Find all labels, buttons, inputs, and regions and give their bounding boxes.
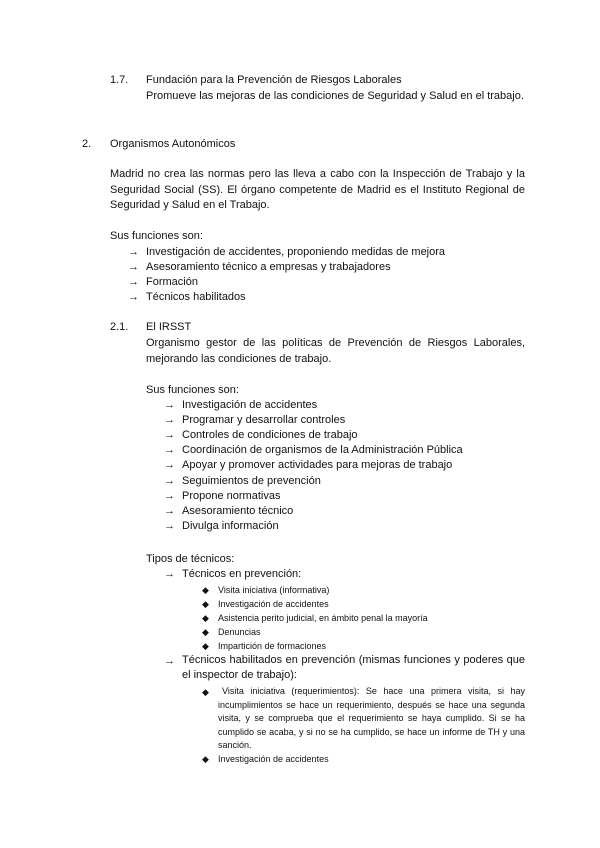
section-2-1-paragraph: Organismo gestor de las políticas de Prevención de Riesgos Laborales, mejorando las condiciones de trabajo. (146, 337, 525, 365)
list-item: Investigación de accidentes (218, 599, 329, 609)
arrow-icon: → (164, 399, 175, 411)
diamond-bullet-icon: ◆ (202, 641, 209, 651)
arrow-icon: → (128, 291, 139, 303)
arrow-icon: → (164, 568, 175, 580)
list-item: Coordinación de organismos de la Administración Pública (182, 444, 463, 456)
list-item: Visita iniciativa (requerimientos): Se hace una primera visita, si hay incumplimientos se hace un requerimiento, después se hace una segunda visita, y se comprueba que el requerimiento se haya cumplido. Si se ha cumplido se acaba, y si no se ha cumplido, se hace un informe de TH y una sanción. (218, 686, 525, 750)
diamond-bullet-icon: ◆ (202, 627, 209, 637)
arrow-icon: → (128, 246, 139, 258)
tecnicos-prevencion-label: Técnicos en prevención: (182, 568, 302, 580)
list-item: Asistencia perito judicial, en ámbito penal la mayoría (218, 613, 428, 623)
list-item: Propone normativas (182, 490, 281, 502)
section-2-1-number: 2.1. (110, 321, 129, 333)
section-2-functions-label: Sus funciones son: (110, 230, 203, 242)
list-item: Formación (146, 276, 198, 288)
section-2-number: 2. (82, 138, 92, 150)
list-item: Asesoramiento técnico a empresas y trabajadores (146, 261, 391, 273)
list-item: Controles de condiciones de trabajo (182, 429, 358, 441)
section-2-title: Organismos Autonómicos (110, 138, 236, 150)
arrow-icon: → (164, 475, 175, 487)
arrow-icon: → (164, 490, 175, 502)
arrow-icon: → (164, 429, 175, 441)
diamond-bullet-icon: ◆ (202, 585, 209, 595)
arrow-icon: → (128, 261, 139, 273)
arrow-icon: → (164, 414, 175, 426)
list-item: Investigación de accidentes, proponiendo medidas de mejora (146, 246, 446, 258)
arrow-icon: → (164, 444, 175, 456)
list-item: Apoyar y promover actividades para mejoras de trabajo (182, 459, 453, 471)
list-item: Asesoramiento técnico (182, 505, 294, 517)
arrow-icon: → (164, 655, 175, 667)
list-item: Investigación de accidentes (182, 399, 318, 411)
arrow-icon: → (164, 459, 175, 471)
section-1-7-number: 1.7. (110, 74, 129, 86)
arrow-icon: → (128, 276, 139, 288)
list-item: Seguimientos de prevención (182, 475, 321, 487)
arrow-icon: → (164, 505, 175, 517)
section-1-7-title: Fundación para la Prevención de Riesgos Laborales (146, 74, 402, 86)
diamond-bullet-icon: ◆ (202, 754, 209, 764)
section-2-paragraph: Madrid no crea las normas pero las lleva a cabo con la Inspección de Trabajo y la Seguridad Social (SS). El órgano competente de Madrid es el Instituto Regional de Seguridad y Salud en el Trabajo. (110, 168, 525, 211)
arrow-icon: → (164, 520, 175, 532)
list-item: Programar y desarrollar controles (182, 414, 346, 426)
list-item: Investigación de accidentes (218, 754, 329, 764)
section-2-1-title: El IRSST (146, 321, 192, 333)
diamond-bullet-icon: ◆ (202, 599, 209, 609)
list-item: Visita iniciativa (informativa) (218, 585, 330, 595)
diamond-bullet-icon: ◆ (202, 687, 209, 697)
tipos-tecnicos-label: Tipos de técnicos: (146, 553, 235, 565)
list-item: Denuncias (218, 627, 261, 637)
section-1-7-description: Promueve las mejoras de las condiciones de Seguridad y Salud en el trabajo. (146, 90, 524, 102)
list-item: Impartición de formaciones (218, 641, 327, 651)
section-2-1-functions-label: Sus funciones son: (146, 384, 239, 396)
list-item: Divulga información (182, 520, 279, 532)
list-item: Técnicos habilitados (146, 291, 246, 303)
tecnicos-habilitados-label: Técnicos habilitados en prevención (mismas funciones y poderes que el inspector de trabajo): (182, 654, 525, 681)
diamond-bullet-icon: ◆ (202, 613, 209, 623)
